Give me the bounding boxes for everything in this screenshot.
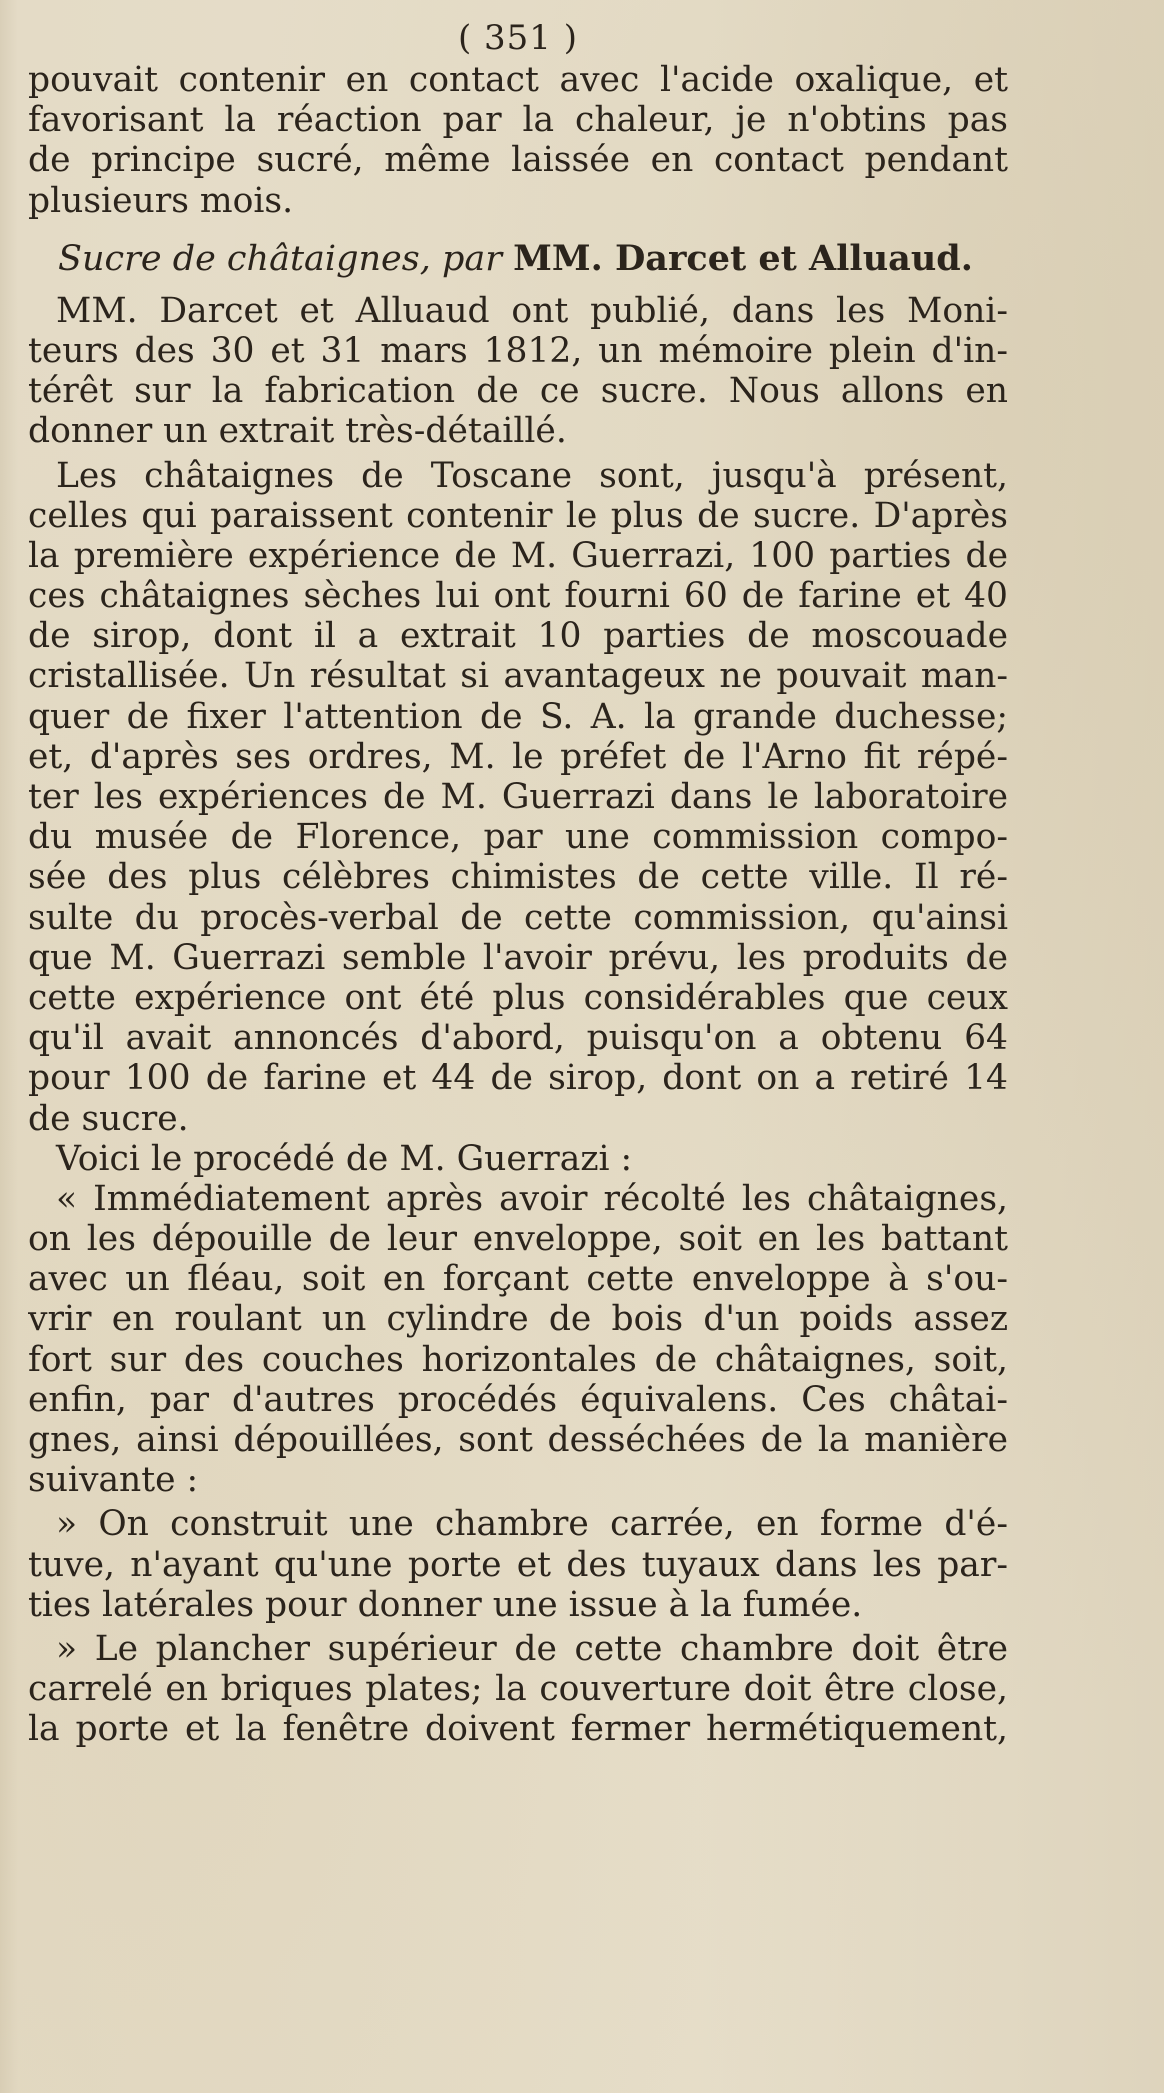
section-heading <box>28 237 1008 281</box>
paragraph-tuscany <box>28 456 1008 1139</box>
text-line: enfin, par d'autres procédés équivalens. Ces châtai- <box>28 1379 1008 1420</box>
text-line: la porte et la fenêtre doivent fermer hermétiquement, <box>28 1709 1008 1750</box>
paragraph-procedure-intro <box>28 1139 1008 1179</box>
text-line: tuve, n'ayant qu'une porte et des tuyaux dans les par- <box>28 1544 1008 1585</box>
text-line: sulte du procès-verbal de cette commission, qu'ainsi <box>28 897 1008 938</box>
page-number: ( 351 ) <box>457 18 579 58</box>
paragraph-floor <box>28 1629 1008 1750</box>
text-line: pouvait contenir en contact avec l'acide oxalique, et <box>28 60 1008 100</box>
text-line: vrir en roulant un cylindre de bois d'un poids assez <box>28 1299 1008 1340</box>
text-line: fort sur des couches horizontales de châtaignes, soit, <box>28 1339 1008 1380</box>
paragraph-continuation <box>28 60 1008 221</box>
text-line: ter les expériences de M. Guerrazi dans le laboratoire <box>28 777 1008 817</box>
text-line: quer de fixer l'attention de S. A. la grande duchesse; <box>28 696 1008 737</box>
text-line: suivante : <box>28 1460 199 1501</box>
text-line: du musée de Florence, par une commission compo- <box>28 817 1008 858</box>
section-heading-italic: Sucre de châtaignes, par <box>58 238 502 279</box>
text-line: térêt sur la fabrication de ce sucre. Nous allons en <box>28 371 1008 412</box>
text-line: de sucre. <box>28 1098 189 1139</box>
text-line: ties latérales pour donner une issue à la fumée. <box>28 1584 863 1625</box>
text-line: MM. Darcet et Alluaud ont publié, dans les Moni- <box>56 290 1008 331</box>
text-line: ces châtaignes sèches lui ont fourni 60 de farine et 40 <box>28 576 1008 617</box>
paragraph-harvest <box>28 1179 1008 1501</box>
text-line: on les dépouille de leur enveloppe, soit en les battant <box>28 1219 1008 1260</box>
text-line: Voici le procédé de M. Guerrazi : <box>56 1138 633 1179</box>
paragraph-intro <box>28 291 1008 452</box>
text-line: gnes, ainsi dépouillées, sont desséchées de la manière <box>28 1420 1008 1460</box>
section-heading-authors: MM. Darcet et Alluaud. <box>513 237 973 279</box>
text-line: de sirop, dont il a extrait 10 parties de moscouade <box>28 616 1008 657</box>
text-line: pour 100 de farine et 44 de sirop, dont on a retiré 14 <box>28 1058 1008 1099</box>
text-line: qu'il avait annoncés d'abord, puisqu'on a obtenu 64 <box>28 1018 1008 1059</box>
text-line: » On construit une chambre carrée, en forme d'é- <box>56 1504 1008 1545</box>
text-line: cristallisée. Un résultat si avantageux ne pouvait man- <box>28 656 1008 697</box>
text-line: plusieurs mois. <box>28 180 294 221</box>
text-line: Les châtaignes de Toscane sont, jusqu'à présent, <box>56 455 1008 496</box>
text-line: de principe sucré, même laissée en contact pendant <box>28 140 1008 181</box>
text-line: carrelé en briques plates; la couverture doit être close, <box>28 1669 1008 1710</box>
text-line: et, d'après ses ordres, M. le préfet de l'Arno fit répé- <box>28 736 1008 777</box>
text-line: » Le plancher supérieur de cette chambre doit être <box>56 1628 1008 1669</box>
text-line: cette expérience ont été plus considérables que ceux <box>28 977 1008 1018</box>
text-line: que M. Guerrazi semble l'avoir prévu, les produits de <box>28 937 1008 978</box>
text-line: teurs des 30 et 31 mars 1812, un mémoire plein d'in- <box>28 330 1008 371</box>
text-line: favorisant la réaction par la chaleur, je n'obtins pas <box>28 100 1008 141</box>
text-line: la première expérience de M. Guerrazi, 100 parties de <box>28 535 1008 576</box>
text-line: sée des plus célèbres chimistes de cette ville. Il ré- <box>28 857 1008 898</box>
text-line: « Immédiatement après avoir récolté les châtaignes, <box>56 1178 1008 1219</box>
paragraph-chamber <box>28 1504 1008 1625</box>
text-line: celles qui paraissent contenir le plus de sucre. D'après <box>28 495 1008 536</box>
text-line: avec un fléau, soit en forçant cette enveloppe à s'ou- <box>28 1259 1008 1300</box>
text-line: donner un extrait très-détaillé. <box>28 411 567 452</box>
book-page <box>28 18 1008 1750</box>
